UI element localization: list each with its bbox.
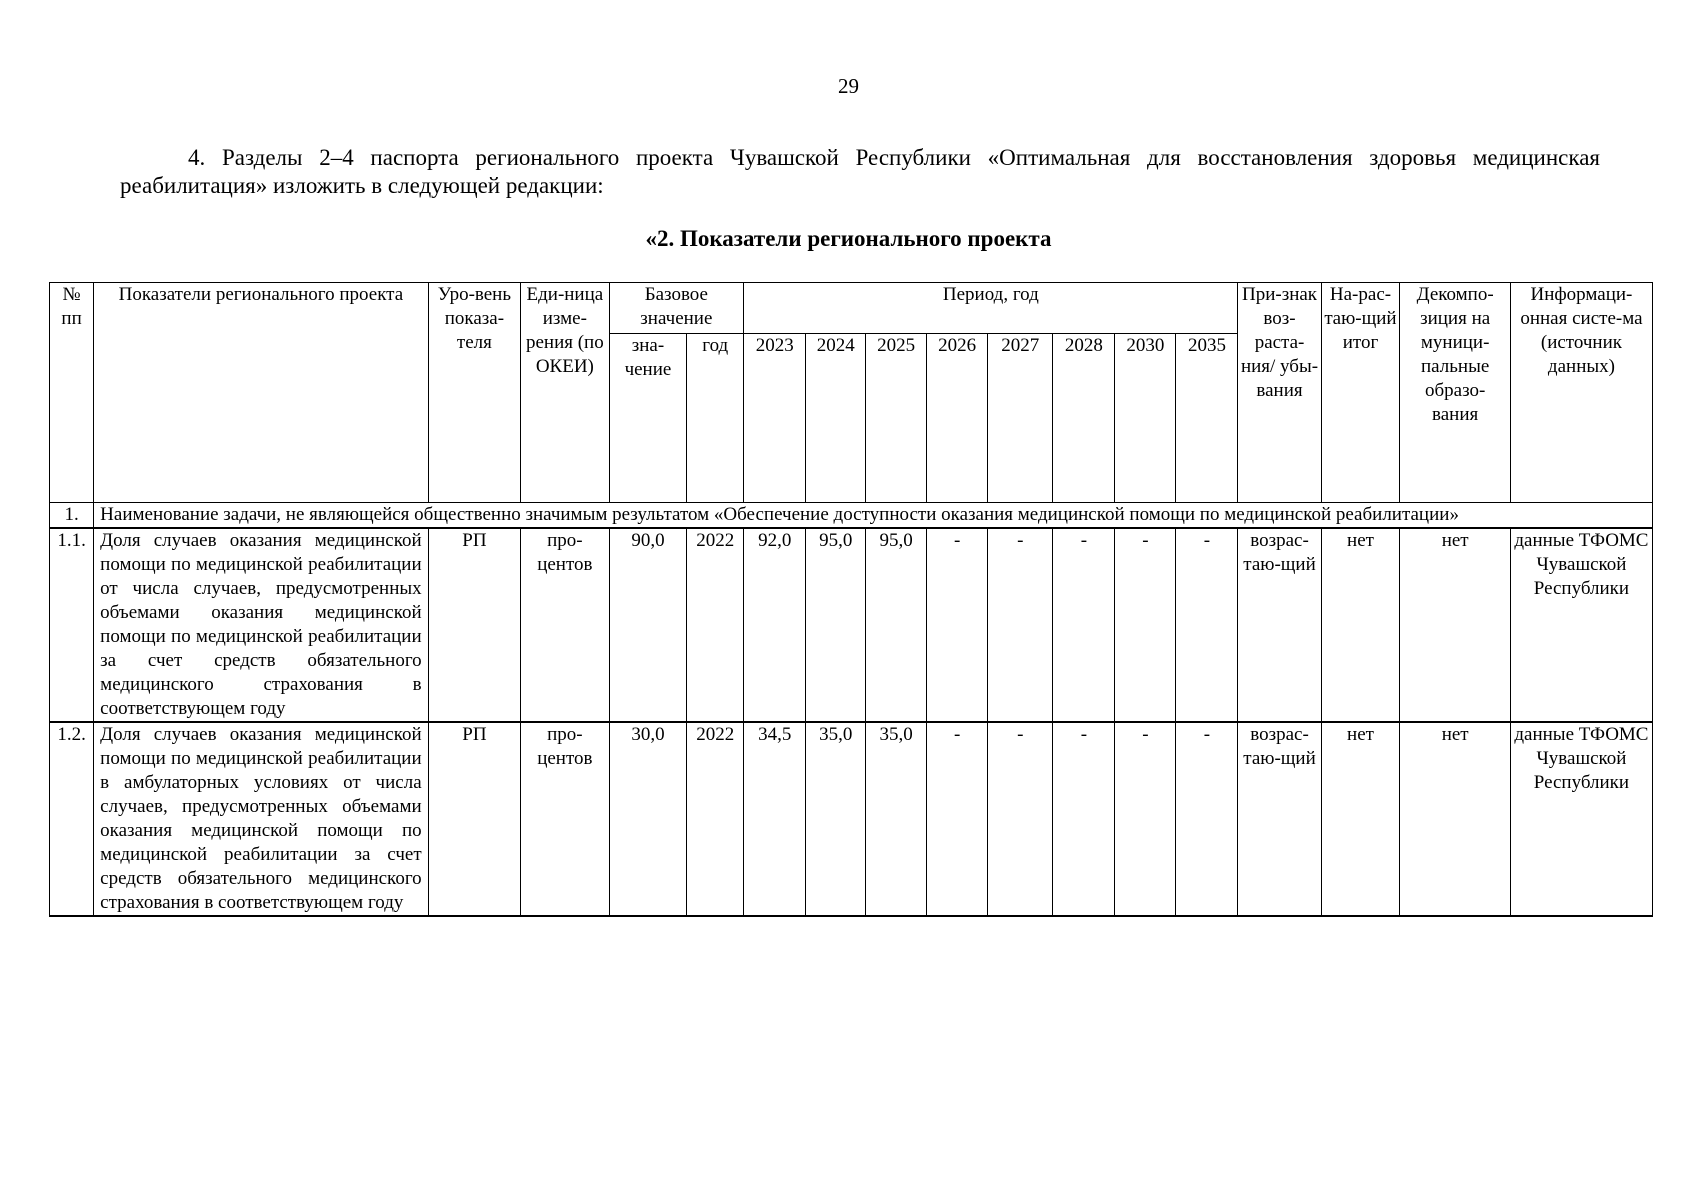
header-period: Период, год bbox=[744, 283, 1238, 334]
row-value-2023: 34,5 bbox=[744, 722, 806, 916]
row-value-2025: 95,0 bbox=[866, 528, 927, 722]
row-base-value: 90,0 bbox=[609, 528, 687, 722]
row-decomposition: нет bbox=[1400, 722, 1510, 916]
row-value-2030: - bbox=[1115, 528, 1176, 722]
header-year-2026: 2026 bbox=[927, 334, 988, 503]
header-base: Базовое значение bbox=[609, 283, 744, 334]
header-year-2025: 2025 bbox=[866, 334, 927, 503]
row-value-2025: 35,0 bbox=[866, 722, 927, 916]
table-row bbox=[50, 722, 1653, 916]
row-base-year: 2022 bbox=[687, 722, 744, 916]
row-info-system: данные ТФОМС Чувашской Республики bbox=[1510, 528, 1652, 722]
row-trend: возрас-таю-щий bbox=[1238, 528, 1321, 722]
header-num: № пп bbox=[50, 283, 94, 503]
header-row-1 bbox=[50, 283, 1653, 334]
row-value-2030: - bbox=[1115, 722, 1176, 916]
row-num: 1.2. bbox=[50, 722, 94, 916]
row-value-2026: - bbox=[927, 722, 988, 916]
header-year-2030: 2030 bbox=[1115, 334, 1176, 503]
row-indicator: Доля случаев оказания медицинской помощи по медицинской реабилитации от числа случаев, предусмотренных объемами оказания медицинской помощи по медицинской реабилитации за счет средств обязательного медицинского страхования в соответствующем году bbox=[94, 528, 428, 722]
row-decomposition: нет bbox=[1400, 528, 1510, 722]
header-cumulative: На-рас-тaю-щий итог bbox=[1321, 283, 1400, 503]
row-cumulative: нет bbox=[1321, 722, 1400, 916]
header-year-2024: 2024 bbox=[806, 334, 866, 503]
header-base-year: год bbox=[687, 334, 744, 503]
row-info-system: данные ТФОМС Чувашской Республики bbox=[1510, 722, 1652, 916]
page-number: 29 bbox=[838, 74, 859, 98]
row-unit: про-центов bbox=[521, 722, 609, 916]
row-num: 1.1. bbox=[50, 528, 94, 722]
intro-paragraph: 4. Разделы 2–4 паспорта регионального проекта Чувашской Республики «Оптимальная для восстановления здоровья медицинская реабилитация» изложить в следующей редакции: bbox=[120, 145, 1600, 198]
row-value-2024: 95,0 bbox=[806, 528, 866, 722]
row-cumulative: нет bbox=[1321, 528, 1400, 722]
header-base-value: зна-чение bbox=[609, 334, 687, 503]
row-value-2028: - bbox=[1053, 528, 1115, 722]
header-unit: Еди-ница изме-рения (по ОКЕИ) bbox=[521, 283, 609, 503]
task-row bbox=[50, 503, 1653, 529]
row-base-year: 2022 bbox=[687, 528, 744, 722]
row-level: РП bbox=[428, 528, 521, 722]
header-indicator: Показатели регионального проекта bbox=[94, 283, 428, 503]
header-trend: При-знак воз-раста-ния/ убы-вания bbox=[1238, 283, 1321, 503]
section-title: «2. Показатели регионального проекта bbox=[645, 226, 1052, 251]
row-value-2035: - bbox=[1176, 528, 1238, 722]
table-row bbox=[50, 528, 1653, 722]
row-value-2026: - bbox=[927, 528, 988, 722]
header-level: Уро-вень показа-теля bbox=[428, 283, 521, 503]
row-value-2028: - bbox=[1053, 722, 1115, 916]
row-unit: про-центов bbox=[521, 528, 609, 722]
row-value-2027: - bbox=[988, 528, 1053, 722]
row-value-2024: 35,0 bbox=[806, 722, 866, 916]
row-value-2027: - bbox=[988, 722, 1053, 916]
row-level: РП bbox=[428, 722, 521, 916]
header-year-2023: 2023 bbox=[744, 334, 806, 503]
header-info-system: Информаци-онная систе-ма (источник данных) bbox=[1510, 283, 1652, 503]
header-year-2028: 2028 bbox=[1053, 334, 1115, 503]
task-text: Наименование задачи, не являющейся общественно значимым результатом «Обеспечение доступности оказания медицинской помощи по медицинской реабилитации» bbox=[94, 503, 1653, 529]
row-base-value: 30,0 bbox=[609, 722, 687, 916]
row-trend: возрас-таю-щий bbox=[1238, 722, 1321, 916]
header-year-2035: 2035 bbox=[1176, 334, 1238, 503]
row-value-2023: 92,0 bbox=[744, 528, 806, 722]
header-decomposition: Декомпо-зиция на муници-пальные образо-вания bbox=[1400, 283, 1510, 503]
row-indicator: Доля случаев оказания медицинской помощи по медицинской реабилитации в амбулаторных условиях от числа случаев, предусмотренных объемами оказания медицинской помощи по медицинской реабилитации за счет средств обязательного медицинского страхования в соответствующем году bbox=[94, 722, 428, 916]
indicators-table bbox=[49, 282, 1653, 917]
row-value-2035: - bbox=[1176, 722, 1238, 916]
task-num: 1. bbox=[50, 503, 94, 529]
header-year-2027: 2027 bbox=[988, 334, 1053, 503]
